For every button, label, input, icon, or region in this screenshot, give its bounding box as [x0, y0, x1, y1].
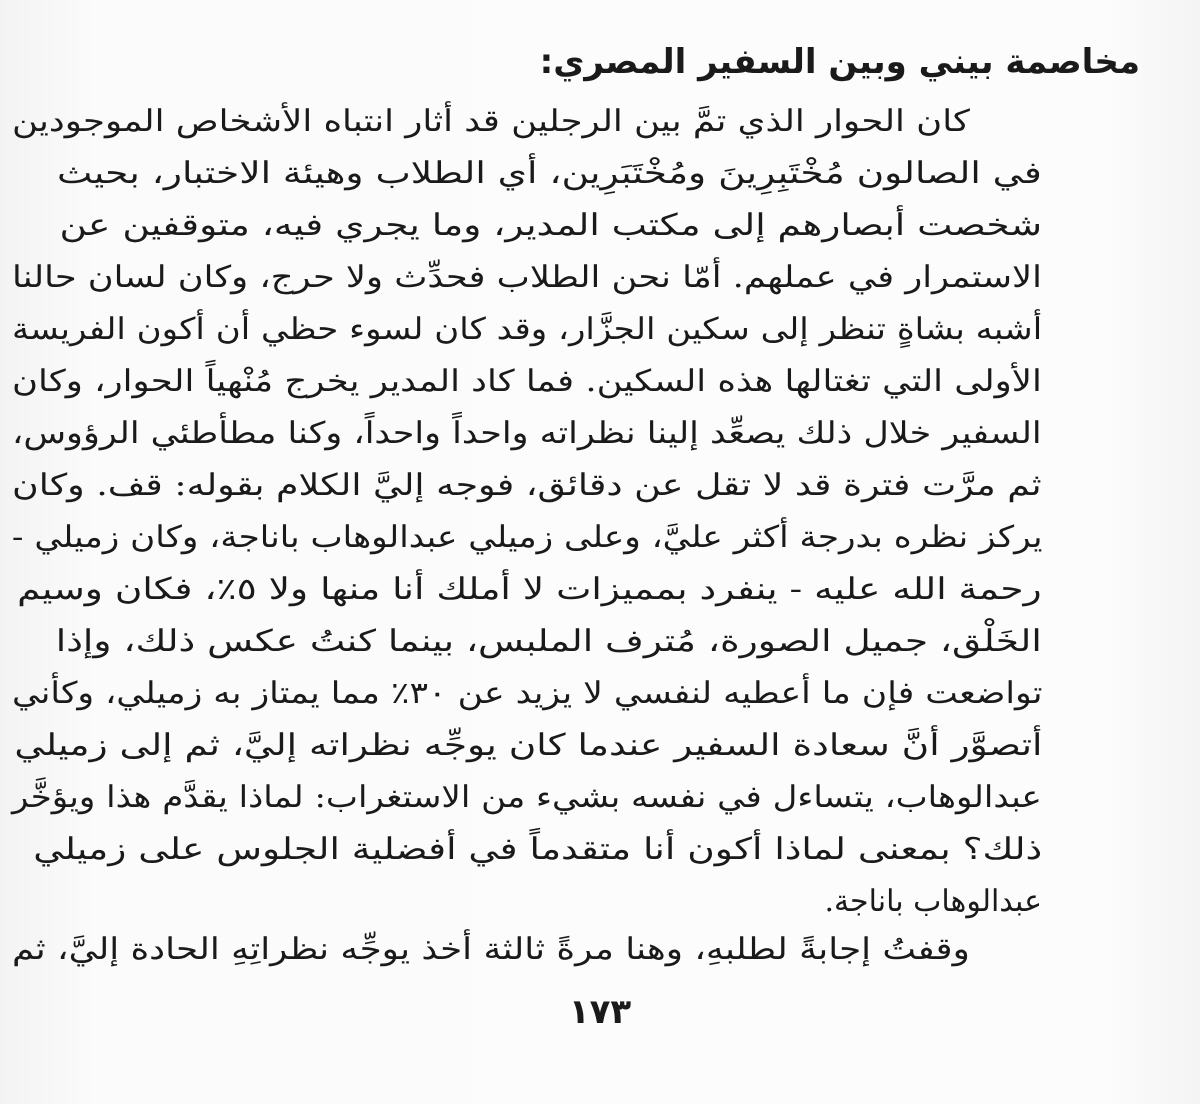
paragraph-line: ثم مرَّت فترة قد لا تقل عن دقائق، فوجه إليَّ الكلام بقوله: قف. وكان	[12, 468, 1042, 503]
paragraph-line: شخصت أبصارهم إلى مكتب المدير، وما يجري فيه، متوقفين عن	[59, 208, 1042, 243]
paragraph-line: الخَلْق، جميل الصورة، مُترف الملبس، بينما كنتُ عكس ذلك، وإذا	[56, 624, 1042, 659]
paragraph-line: أشبه بشاةٍ تنظر إلى سكين الجزَّار، وقد كان لسوء حظي أن أكون الفريسة	[11, 312, 1042, 347]
paragraph-line: رحمة الله عليه - ينفرد بمميزات لا أملك أنا منها ولا ٥٪، فكان وسيم	[17, 572, 1042, 607]
section-heading: مخاصمة بيني وبين السفير المصري:	[539, 42, 1140, 82]
paragraph-line: عبدالوهاب باناجة.	[824, 884, 1042, 919]
paragraph-line: عبدالوهاب، يتساءل في نفسه بشيء من الاستغراب: لماذا يقدَّم هذا ويؤخَّر	[12, 780, 1042, 815]
paragraph-line: كان الحوار الذي تمَّ بين الرجلين قد أثار انتباه الأشخاص الموجودين	[12, 104, 970, 139]
paragraph-1	[11, 96, 1042, 919]
paragraph-line: تواضعت فإن ما أعطيه لنفسي لا يزيد عن ٣٠٪ مما يمتاز به زميلي، وكأني	[11, 676, 1042, 711]
paragraph-line: السفير خلال ذلك يصعِّد إلينا نظراته واحداً واحداً، وكنا مطأطئي الرؤوس،	[12, 416, 1042, 451]
page-number: ١٧٣	[568, 992, 632, 1032]
paragraph-line: أتصوَّر أنَّ سعادة السفير عندما كان يوجِّه نظراته إليَّ، ثم إلى زميلي	[13, 728, 1042, 763]
paragraph-2	[12, 924, 1042, 984]
paragraph-line: الاستمرار في عملهم. أمّا نحن الطلاب فحدِّث ولا حرج، وكان لسان حالنا	[12, 260, 1042, 295]
paragraph-line: في الصالون مُخْتَبِرِينَ ومُخْتَبَرِين، أي الطلاب وهيئة الاختبار، بحيث	[57, 156, 1042, 191]
paragraph-line: ذلك؟ بمعنى لماذا أكون أنا متقدماً في أفضلية الجلوس على زميلي	[32, 832, 1042, 867]
paragraph-line: وقفتُ إجابةً لطلبهِ، وهنا مرةً ثالثة أخذ يوجِّه نظراتِهِ الحادة إليَّ، ثم	[12, 932, 970, 967]
paragraph-line: يركز نظره بدرجة أكثر عليَّ، وعلى زميلي عبدالوهاب باناجة، وكان زميلي -	[11, 520, 1042, 555]
paragraph-line: الأولى التي تغتالها هذه السكين. فما كاد المدير يخرج مُنْهياً الحوار، وكان	[12, 364, 1042, 399]
